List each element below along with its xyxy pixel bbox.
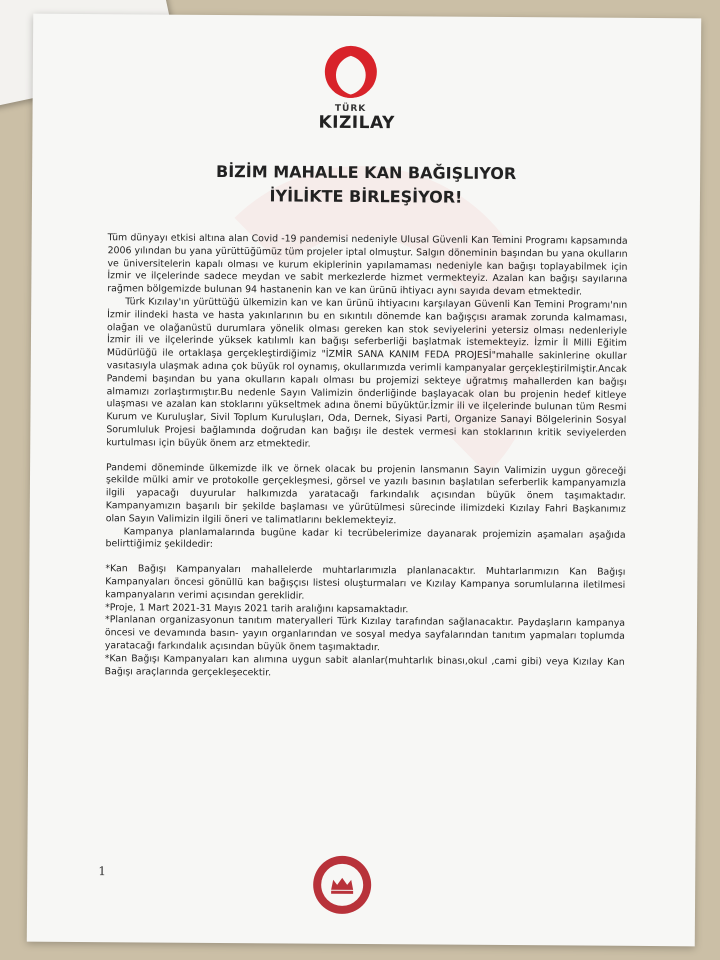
red-crescent-icon	[321, 42, 381, 102]
paragraph-4: Kampanya planlamalarında bugüne kadar ki tecrübelerimize dayanarak projemizin aşamaları aşağıda belirttiğimiz şekildedir:	[105, 525, 626, 551]
page-number: 1	[98, 864, 106, 879]
bullet-4: *Kan Bağışı Kampanyaları kan alımına uygun sabit alanlar(muhtarlık binası,okul ,cami gibi) veya Kızılay Kan Bağışı araçlarında gerçekleşecektir.	[104, 652, 625, 678]
certification-seal-icon	[311, 854, 373, 916]
document-page	[27, 14, 701, 947]
logo-line-2: KIZILAY	[318, 112, 395, 134]
document-body	[105, 232, 628, 682]
document-title-line-2: İYİLİKTE BİRLEŞİYOR!	[269, 186, 463, 207]
paragraph-1: Tüm dünyayı etkisi altına alan Covid -19 pandemisi nedeniyle Ulusal Güvenli Kan Temini Programı kapsamında 2006 yılından bu yana yürüttüğümüz tüm projeler iptal olmuştur. Salgın döneminin başından bu yana okulların ve üniversitelerin kapalı olması ve kurum ekiplerinin yapılamaması nedeniyle kan bağışı toplayabilmek için İzmir ve ilçelerinde sadece meydan ve sabit merkezlerde hizmet vermekteyiz. Azalan kan bağışı sayılarına rağmen bölgemizde bulunan 94 hastanenin kan ve kan ürünü ihtiyacı aynı sayıda devam etmektedir.	[107, 232, 628, 298]
document-title-line-1: BİZİM MAHALLE KAN BAĞIŞLIYOR	[215, 161, 517, 184]
kizilay-logo	[318, 42, 395, 134]
bullet-3: *Planlanan organizasyonun tanıtım materyalleri Türk Kızılay tarafından sağlanacaktır. Paydaşların kampanya öncesi ve devamında basın- yayın organlarından ve sosyal medya sayfalarından tanıtım yapmaları toplumda yaratacağı farkındalık açısından büyük önem taşımaktadır.	[104, 614, 626, 654]
paragraph-2: Türk Kızılay'ın yürüttüğü ülkemizin kan ve kan ürünü ihtiyacını karşılayan Güvenli Kan Temini Programı'nın İzmir ilindeki hasta ve hasta yakınlarının bu en sıkıntılı dönemde kan bağışçısı aramak zorunda kalmaması, olağan ve olağanüstü durumlara yönelik olması gereken kan stok seviyelerini yetersiz olması nedenleriyle İzmir ili ve ilçelerinde yüksek katılımlı kan bağışı seferberliği başlatmak istemekteyiz. İzmir İl Milli Eğitim Müdürlüğü ile ortaklaşa gerçekleştirdiğimiz "İZMİR SANA KANIM FEDA PROJESİ"mahalle sakinlerine okullar vasıtasıyla ulaşmak adına çok büyük rol oynamış, okullarımızda verimli kampanyalar gerçekleştirilmiştir.Ancak Pandemi başından bu yana okulların kapalı olması bu projemizi sekteye uğratmış mahallerden kan bağışı almamızı zorlaştırmıştır.Bu nedenle Sayın Valimizin önderliğinde başlayacak olan bu projenin hedef kitleye ulaşması ve azalan kan stoklarını yükseltmek adına önemi büyüktür.İzmir ili ve ilçelerinde bulunan tüm Resmi Kurum ve Kuruluşlar, Sivil Toplum Kuruluşları, Oda, Dernek, Siyasi Parti, Organize Sanayi Bölgelerinin Sosyal Sorumluluk Projesi bağlamında doğrudan kan bağışı ile destek vermesi kan stoklarının kritik seviyelerden kurtulması için büyük önem arz etmektedir.	[106, 296, 628, 450]
paragraph-3: Pandemi döneminde ülkemizde ilk ve örnek olacak bu projenin lansmanın Sayın Valimizin uygun göreceği şekilde mülki amir ve protokolle gerçekleşmesi, görsel ve yazılı basının başlatılan seferberlik kampanyamızla ilgili yapacağı duyurular halkımızda yaratacağı farkındalık açısından büyük önem taşımaktadır. Kampanyamızın başarılı bir şekilde başlaması ve yürütülmesi sürecinde ilimizdeki Kızılay Fahri Başkanımız olan Sayın Valimizin ilgili öneri ve talimatlarını beklemekteyiz.	[105, 461, 627, 526]
bullet-1: *Kan Bağışı Kampanyaları mahallelerde muhtarlarımızla planlanacaktır. Muhtarlarımızın Kan Bağışı Kampanyaları öncesi gönüllü kan bağışçısı listesi oluşturmaları ve Kızılay Kampanya sorumlularına iletilmesi kampanyaların verimi açısından gereklidir.	[105, 563, 626, 602]
logo-line-1: TÜRK	[334, 103, 367, 115]
bullet-2: *Proje, 1 Mart 2021-31 Mayıs 2021 tarih aralığını kapsamaktadır.	[105, 601, 409, 615]
